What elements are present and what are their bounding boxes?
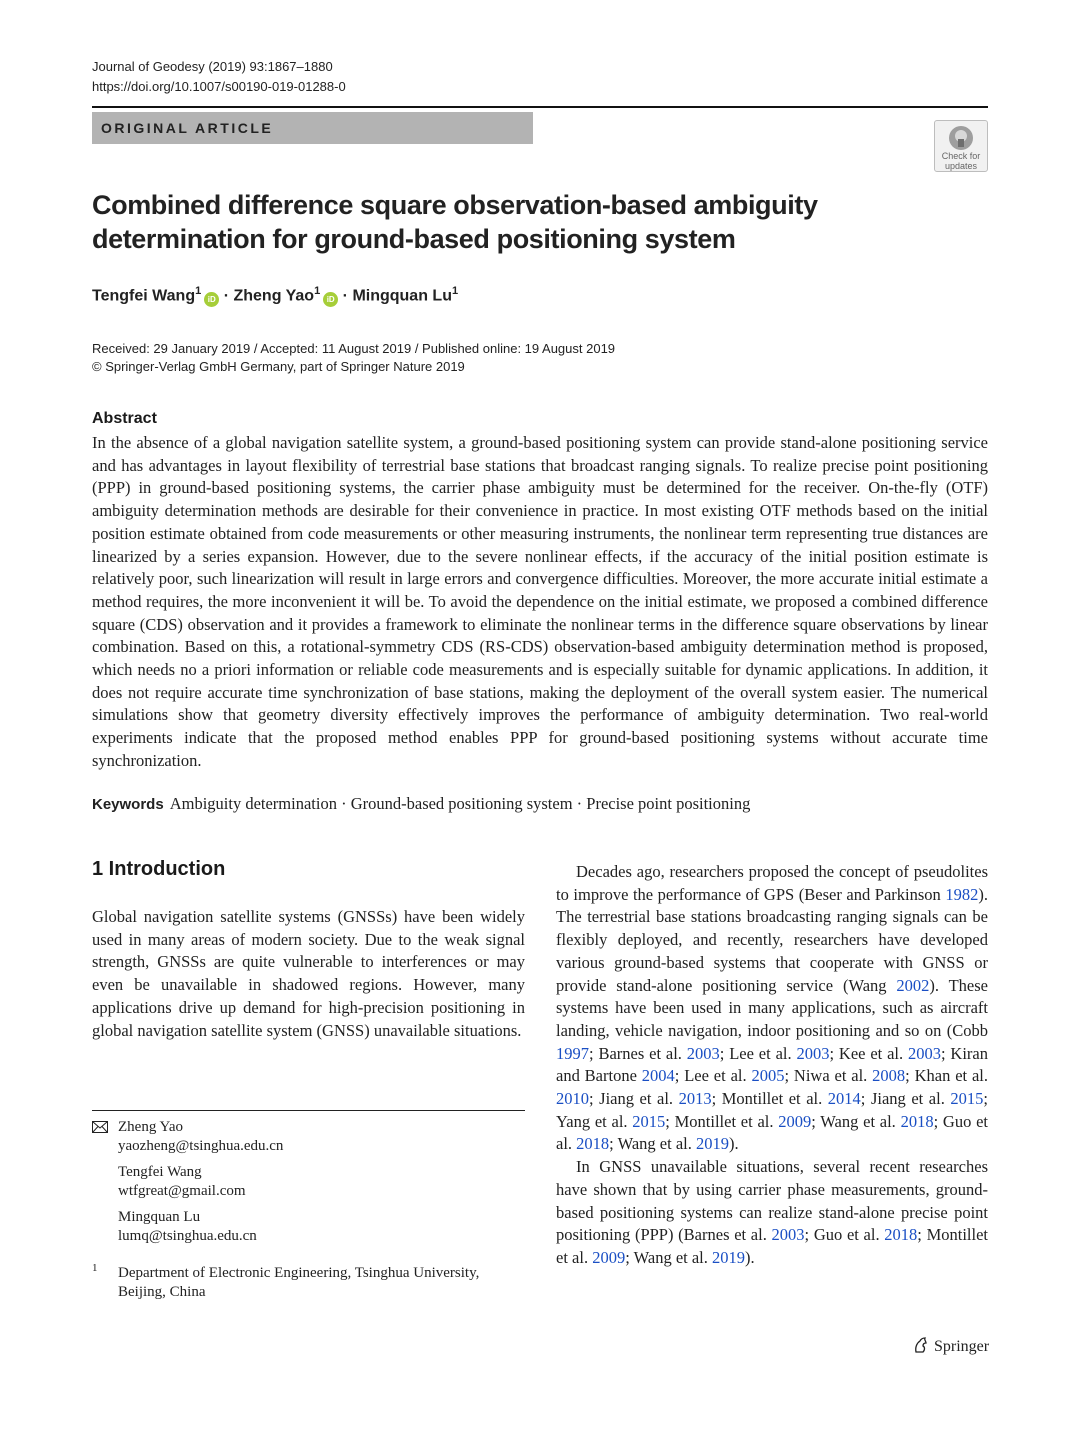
affiliation xyxy=(118,1264,518,1302)
affiliation-line-1: Department of Electronic Engineering, Tsinghua University, xyxy=(118,1265,480,1281)
citation-link[interactable]: 2018 xyxy=(900,1111,934,1131)
citation-link[interactable]: 2015 xyxy=(950,1089,984,1109)
intro-paragraph xyxy=(556,1156,988,1270)
keywords-label: Keywords xyxy=(92,796,164,813)
paragraph-text: ; Lee et al. xyxy=(719,1043,797,1063)
citation-link[interactable]: 2018 xyxy=(884,1225,918,1245)
paragraph-text: ; Lee et al. xyxy=(674,1066,752,1086)
correspondence-entry xyxy=(118,1208,257,1246)
paragraph-text: ). xyxy=(728,1134,739,1154)
paragraph-text: ; Barnes et al. xyxy=(589,1043,687,1063)
citation-link[interactable]: 2009 xyxy=(778,1111,812,1131)
copyright-notice: © Springer-Verlag GmbH Germany, part of Springer Nature 2019 xyxy=(92,359,465,374)
title-line-2: determination for ground-based positioning system xyxy=(92,224,736,254)
author-name[interactable]: Zheng Yao xyxy=(233,287,315,305)
check-for-updates-button[interactable] xyxy=(934,120,988,172)
keywords xyxy=(92,794,750,814)
citation-link[interactable]: 2013 xyxy=(678,1089,712,1109)
paragraph-text: ). These systems have been used in many applications, such as aircraft landing, vehicle navigation, indoor positioning and so on (Cobb xyxy=(556,975,989,1040)
citation-link[interactable]: 2002 xyxy=(896,975,930,995)
author-affiliation-mark: 1 xyxy=(314,285,321,297)
paragraph-text: ). xyxy=(745,1247,755,1267)
springer-horse-icon xyxy=(912,1336,930,1354)
citation-link[interactable]: 2003 xyxy=(686,1043,720,1063)
publication-dates xyxy=(92,340,615,376)
correspondent-email[interactable]: yaozheng@tsinghua.edu.cn xyxy=(118,1138,284,1154)
paragraph-text: ; Guo et al. xyxy=(804,1225,885,1245)
citation-link[interactable]: 2010 xyxy=(556,1089,589,1109)
paragraph-text: In GNSS unavailable situations, several recent researches have shown that by using carrier phase measurements, ground-based positioning systems can realize stand-alone precise point positioning (PPP) (Barnes et al. xyxy=(556,1157,988,1245)
paragraph-text: ; Wang et al. xyxy=(811,1111,901,1131)
citation-link[interactable]: 2019 xyxy=(695,1134,729,1154)
check-updates-line1: Check for xyxy=(941,151,981,161)
envelope-icon xyxy=(92,1121,108,1133)
affiliation-number: 1 xyxy=(92,1262,98,1274)
author-separator: · xyxy=(223,287,230,305)
author-separator: · xyxy=(342,287,348,305)
correspondent-email[interactable]: lumq@tsinghua.edu.cn xyxy=(118,1228,257,1244)
paragraph-text: ; Guo et al. xyxy=(556,1111,988,1154)
paragraph-text: ; Niwa et al. xyxy=(784,1066,873,1086)
publisher-name: Springer xyxy=(934,1338,990,1355)
history-dates: Received: 29 January 2019 / Accepted: 11 August 2019 / Published online: 19 August 2019 xyxy=(92,341,616,356)
title-line-1: Combined difference square observation-based ambiguity xyxy=(92,190,818,220)
citation-link[interactable]: 1997 xyxy=(556,1043,589,1063)
publisher-logo xyxy=(912,1336,989,1356)
orcid-icon[interactable]: iD xyxy=(204,292,219,307)
citation-link[interactable]: 2015 xyxy=(632,1111,666,1131)
citation-link[interactable]: 2008 xyxy=(872,1066,906,1086)
paragraph-text: ; Jiang et al. xyxy=(860,1089,951,1109)
citation-link[interactable]: 2005 xyxy=(751,1066,785,1086)
check-updates-line2: updates xyxy=(944,161,978,171)
citation-link[interactable]: 1982 xyxy=(945,884,979,904)
keywords-text: Ambiguity determination · Ground-based positioning system · Precise point positioning xyxy=(169,794,751,813)
paragraph-text: ; Khan et al. xyxy=(905,1066,989,1086)
section-heading: 1 Introduction xyxy=(92,858,226,880)
author-name[interactable]: Mingquan Lu xyxy=(352,287,452,305)
intro-paragraph-left: Global navigation satellite systems (GNSSs) have been widely used in many areas of modern society. Due to the weak signal strength, GNSSs are quite vulnerable to interferences or may even be unavailable in shadowed regions. However, many applications drive up demand for high-precision positioning in global navigation satellite system (GNSS) unavailable situations. xyxy=(92,907,525,1040)
author-affiliation-mark: 1 xyxy=(451,285,459,297)
intro-paragraph xyxy=(556,861,988,1156)
author-affiliation-mark: 1 xyxy=(195,285,202,297)
paragraph-text: ; Wang et al. xyxy=(625,1247,713,1267)
paragraph-text: ; Kee et al. xyxy=(829,1043,908,1063)
correspondence-entry xyxy=(118,1118,283,1156)
correspondent-name: Tengfei Wang xyxy=(118,1164,202,1180)
abstract-text: In the absence of a global navigation satellite system, a ground-based positioning system can provide stand-alone positioning service and has advantages in layout flexibility of terrestrial base stations that broadcast ranging signals. To realize precise point positioning (PPP) in ground-based positioning systems, the carrier phase ambiguity must be determined for the receiver. On-the-fly (OTF) ambiguity determination methods are desirable for their convenience in practice. In most existing OTF methods based on the initial position estimate obtained from code measurements or other measuring instruments, the nonlinear term representing true distances are linearized by a series expansion. However, due to the severe nonlinear effects, if the accuracy of the initial position estimate is relatively poor, such linearization will result in large errors and convergence difficulties. Moreover, the more accurate initial estimate a method requires, the more inconvenient it will be. To avoid the dependence on the initial estimate, we proposed a combined difference square (CDS) observation and it provides a framework to eliminate the nonlinear terms in the difference square observations by linear combination. Based on this, a rotational-symmetry CDS (RS-CDS) observation-based ambiguity determination method is proposed, which needs no a priori information or reliable code measurements and is especially suitable for dynamic applications. In addition, it does not require accurate time synchronization of base stations, making the deployment of the overall system easier. The numerical simulations show that geometry diversity effectively improves the performance of ambiguity determination. Two real-world experiments indicate that the proposed method enables PPP for ground-based positioning systems without accurate time synchronization. xyxy=(92,433,988,770)
paragraph-text: ). The terrestrial base stations broadcasting ranging signals can be flexibly deployed, and recently, researchers have developed various ground-based systems that cooperate with GNSS or provide stand-alone positioning service (Wang xyxy=(556,884,988,995)
header-rule xyxy=(92,106,988,108)
paragraph-text: ; Montillet et al. xyxy=(665,1111,779,1131)
doi-link[interactable]: https://doi.org/10.1007/s00190-019-01288-0 xyxy=(92,79,346,94)
paragraph-text: ; Montillet et al. xyxy=(711,1089,828,1109)
author-list xyxy=(92,285,458,307)
correspondence-entry xyxy=(118,1163,246,1201)
crossmark-icon xyxy=(948,125,974,151)
citation-link[interactable]: 2014 xyxy=(827,1089,861,1109)
citation-link[interactable]: 2019 xyxy=(712,1247,746,1267)
paragraph-text: ; Wang et al. xyxy=(609,1134,696,1154)
footnote-rule xyxy=(92,1110,525,1111)
abstract-heading: Abstract xyxy=(92,410,157,427)
citation-link[interactable]: 2004 xyxy=(641,1066,675,1086)
affiliation-line-2: Beijing, China xyxy=(118,1284,206,1300)
citation-link[interactable]: 2003 xyxy=(907,1043,941,1063)
citation-link[interactable]: 2018 xyxy=(576,1134,610,1154)
citation-link[interactable]: 2003 xyxy=(796,1043,830,1063)
correspondent-name: Zheng Yao xyxy=(118,1119,184,1135)
paragraph-text: Decades ago, researchers proposed the concept of pseudolites to improve the performance of GPS (Beser and Parkinson xyxy=(556,862,988,904)
paragraph-text: ; Montillet et al. xyxy=(556,1225,988,1267)
correspondent-name: Mingquan Lu xyxy=(118,1209,201,1225)
author-name[interactable]: Tengfei Wang xyxy=(92,287,196,305)
journal-citation: Journal of Geodesy (2019) 93:1867–1880 xyxy=(92,59,333,74)
intro-right-column xyxy=(556,861,988,1270)
article-type-banner: ORIGINAL ARTICLE xyxy=(92,112,533,144)
orcid-icon[interactable]: iD xyxy=(323,292,338,307)
article-title xyxy=(92,188,852,256)
paragraph-text: ; Yang et al. xyxy=(556,1089,988,1131)
paragraph-text: ; Kiran and Bartone xyxy=(556,1043,988,1086)
paragraph-text: ; Jiang et al. xyxy=(589,1089,679,1109)
correspondent-email[interactable]: wtfgreat@gmail.com xyxy=(118,1183,246,1199)
citation-link[interactable]: 2003 xyxy=(771,1225,805,1245)
citation-link[interactable]: 2009 xyxy=(592,1247,626,1267)
